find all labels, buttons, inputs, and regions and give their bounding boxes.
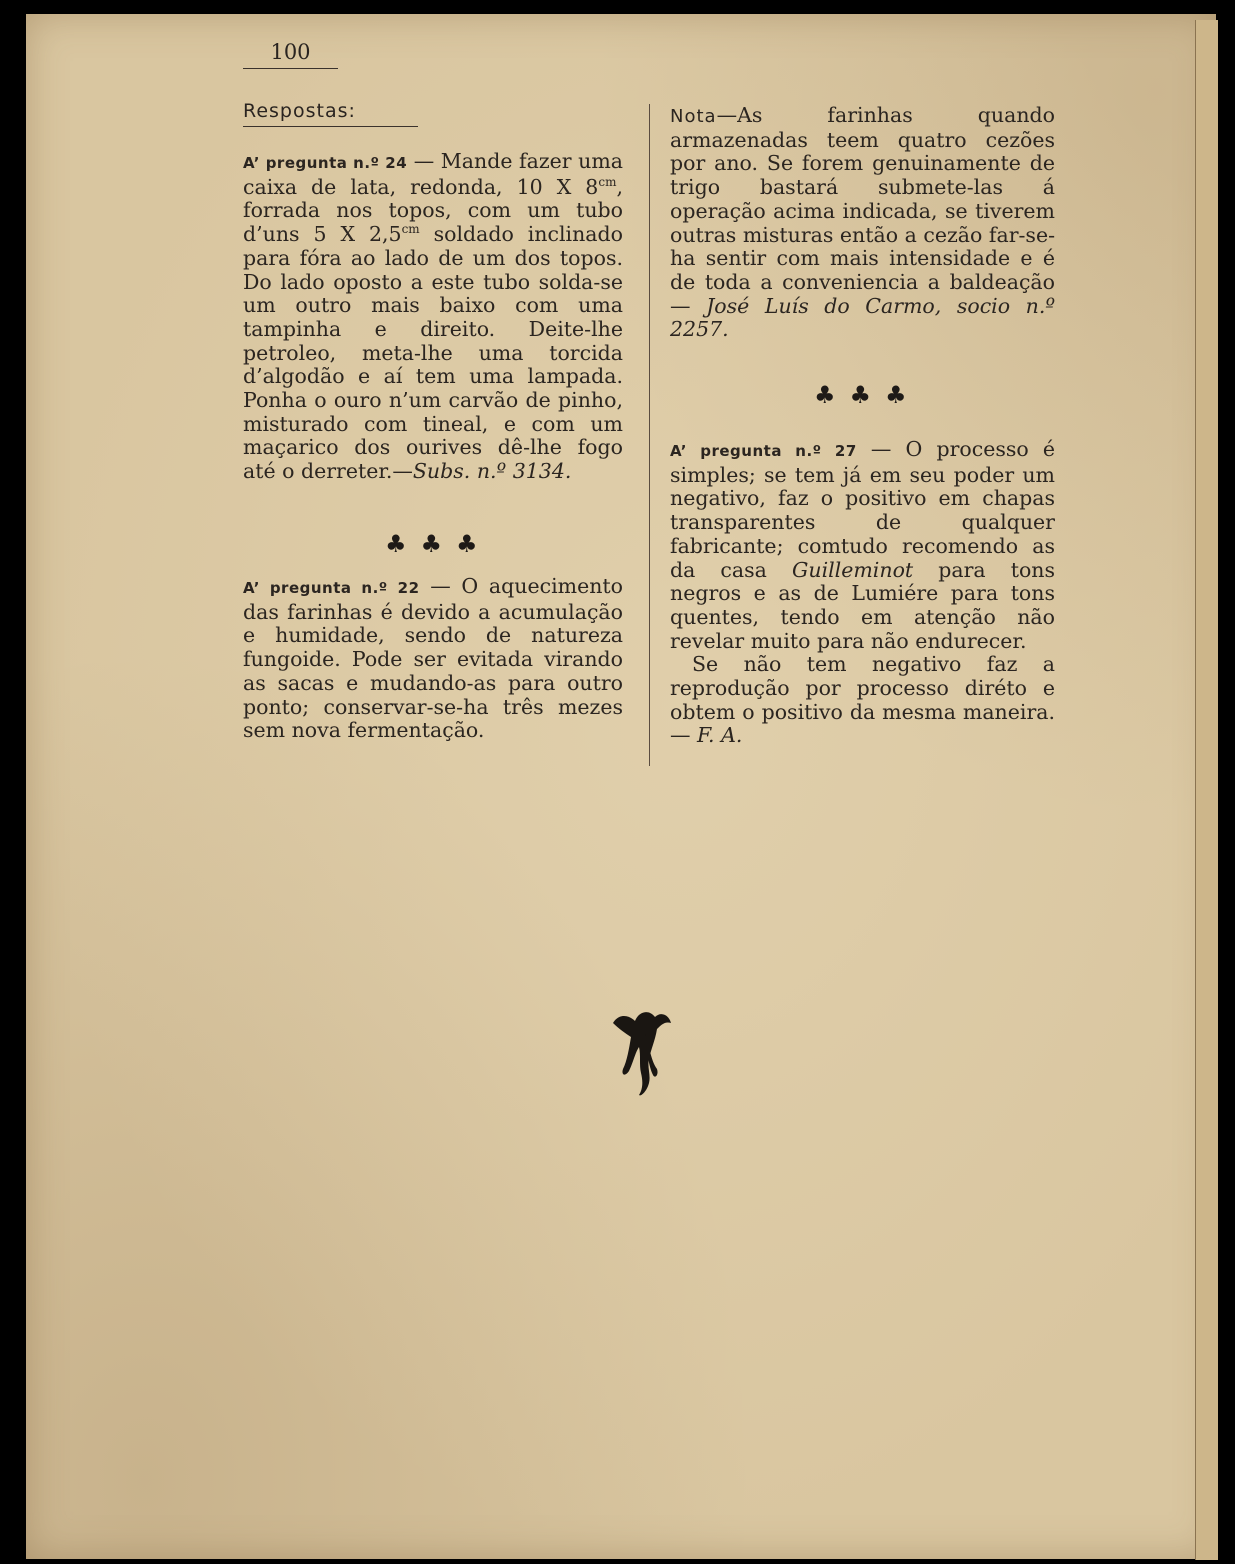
- column-divider: [649, 104, 650, 766]
- answer-22-lead: A’ pregunta n.º 22: [243, 579, 420, 597]
- answer-24-dash: —: [407, 149, 441, 173]
- answer-22-text: O aquecimento das farinhas é devido a acumulação e humidade, sendo de natureza fungoide. Pode ser evitada virando as sacas e mudando-as para outro ponto; conservar-se-ha três mezes sem nova fermentação.: [243, 574, 623, 743]
- right-column-lower: [670, 438, 1055, 748]
- answer-27: [670, 438, 1055, 653]
- nota: [670, 104, 1055, 342]
- answer-27-text-a: O processo é simples; se tem já em seu poder um negativo, faz o positivo em chapas transparentes de qualquer fabricante; comtudo recomendo as da casa: [670, 437, 1055, 582]
- section-title: Respostas:: [243, 100, 418, 127]
- nota-text: —As farinhas quando armazenadas teem quatro cezões por ano. Se forem genuinamente de trigo bastará submete-las á operação acima indicada, se tiverem outras misturas então a cezão far-se-ha sentir com mais intensidade e é de toda a conveniencia a baldeação —: [670, 103, 1055, 318]
- answer-24-text-a: Mande fazer uma caixa de lata, redonda, 10 X 8: [243, 149, 623, 199]
- answer-27-lead: A’ pregunta n.º 27: [670, 442, 857, 460]
- left-column-lower: [243, 575, 623, 743]
- answer-24: [243, 150, 623, 484]
- answer-27-brand: Guilleminot: [791, 557, 914, 582]
- page-number: 100: [243, 40, 338, 69]
- answer-22: [243, 575, 623, 743]
- answer-24-text-b: , forrada nos topos, com um tubo d’uns 5 X 2,5: [243, 174, 623, 247]
- answer-27-para-2: [670, 653, 1055, 748]
- answer-24-lead: A’ pregunta n.º 24: [243, 154, 408, 172]
- asterism-divider-left: ♣♣♣: [385, 530, 492, 558]
- left-column: [243, 150, 623, 484]
- answer-27-signature: F. A.: [697, 723, 743, 748]
- answer-24-signature: Subs. n.º 3134.: [412, 459, 572, 484]
- right-column: [670, 104, 1055, 342]
- page-edge: [1195, 20, 1218, 1560]
- answer-27-para-2-text: Se não tem negativo faz a reprodução por processo diréto e obtem o positivo da mesma maneira. —: [670, 652, 1055, 748]
- answer-27-text-b: para tons negros e as de Lumiére para tons quentes, tendo em atenção não revelar muito para não endurecer.: [670, 557, 1056, 653]
- answer-22-dash: —: [419, 574, 462, 598]
- answer-27-dash: —: [856, 437, 906, 461]
- answer-24-sup-2: cm: [401, 222, 420, 237]
- answer-24-text-c: soldado inclinado para fóra ao lado de um dos topos. Do lado oposto a este tubo solda-se um outro mais baixo com uma tampinha e direito. Deite-lhe petroleo, meta-lhe uma torcida d’algodão e aí tem uma lampada. Ponha o ouro n’um carvão de pinho, misturado com tineal, e com um maçarico dos ourives dê-lhe fogo até o derreter.—: [243, 222, 623, 484]
- nota-lead: Nota: [670, 106, 717, 127]
- answer-24-sup-1: cm: [598, 174, 617, 189]
- asterism-divider-right: ♣♣♣: [814, 381, 921, 409]
- nota-signature: José Luís do Carmo, socio n.º 2257.: [670, 293, 1055, 342]
- tailpiece-ornament-icon: [605, 1005, 675, 1100]
